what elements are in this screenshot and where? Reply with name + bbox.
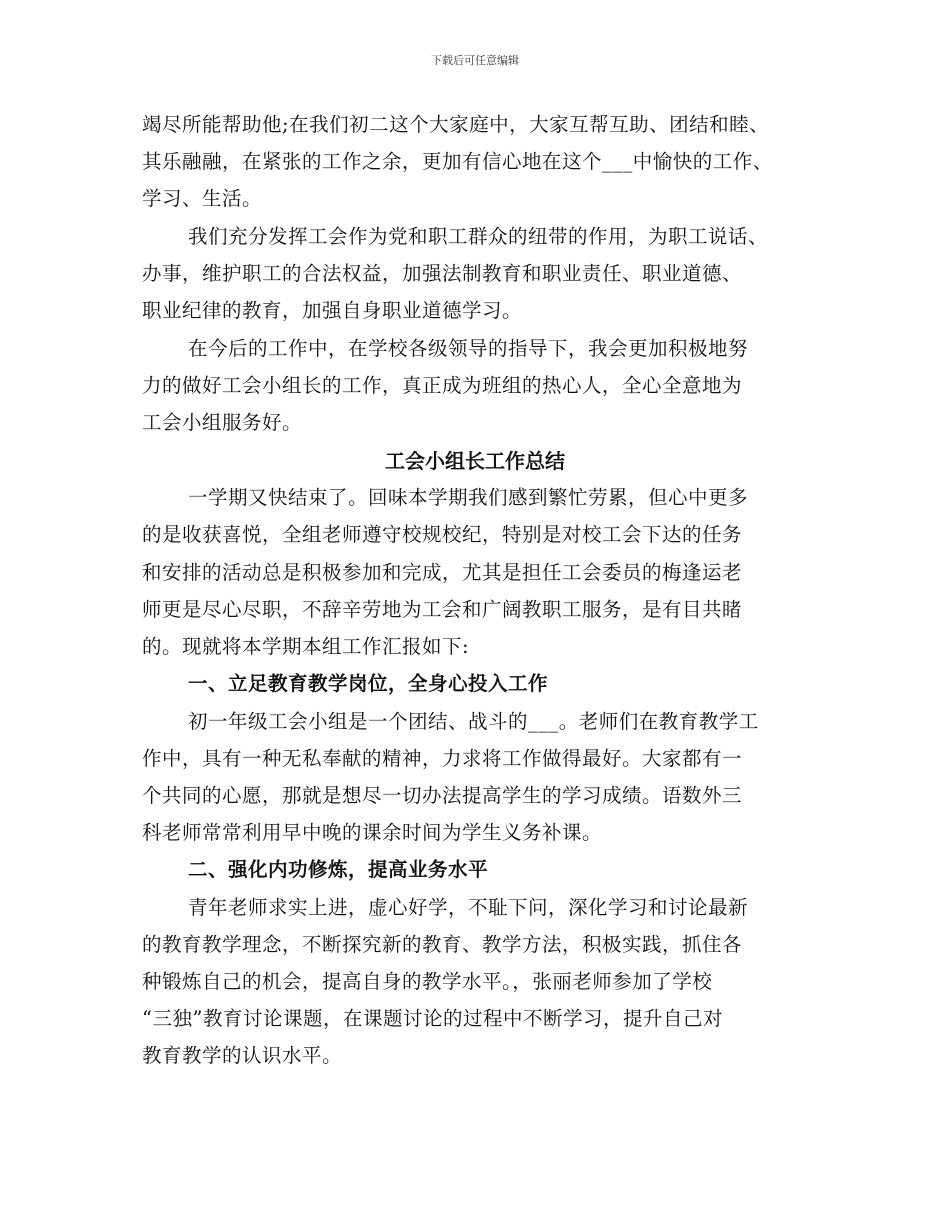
document-title: 工会小组长工作总结	[385, 449, 565, 473]
section-heading: 一、立足教育教学岗位，全身心投入工作	[188, 672, 549, 695]
paragraph-line: 作中，具有一种无私奉献的精神，力求将工作做得最好。大家都有一	[142, 747, 743, 770]
paragraph-line: 的是收获喜悦，全组老师遵守校规校纪，特别是对校工会下达的任务	[142, 523, 743, 546]
paragraph-line: 青年老师求实上进，虚心好学，不耻下问，深化学习和讨论最新	[188, 896, 749, 919]
paragraph-line: 教育教学的认识水平。	[142, 1044, 343, 1067]
paragraph-line: 科老师常常利用早中晚的课余时间为学生义务补课。	[142, 821, 603, 844]
paragraph-line: 一学期又快结束了。回味本学期我们感到繁忙劳累，但心中更多	[188, 486, 749, 509]
paragraph-line: 其乐融融，在紧张的工作之余，更加有信心地在这个___中愉快的工作、	[142, 150, 773, 173]
paragraph-line: 力的做好工会小组长的工作，真正成为班组的热心人，全心全意地为	[142, 374, 743, 397]
paragraph-line: 师更是尽心尽职，不辞辛劳地为工会和广阔教职工服务，是有目共睹	[142, 598, 743, 621]
paragraph-line: 办事，维护职工的合法权益，加强法制教育和职业责任、职业道德、	[142, 262, 743, 285]
paragraph-line: 初一年级工会小组是一个团结、战斗的___。老师们在教育教学工	[188, 710, 759, 733]
paragraph-line: 和安排的活动总是积极参加和完成，尤其是担任工会委员的梅逢运老	[142, 561, 743, 584]
page-header: 下载后可任意编辑	[431, 54, 519, 67]
paragraph-line: 个共同的心愿，那就是想尽一切办法提高学生的学习成绩。语数外三	[142, 784, 743, 807]
paragraph-line: 职业纪律的教育，加强自身职业道德学习。	[142, 299, 523, 322]
paragraph-line: 种锻炼自己的机会，提高自身的教学水平。，张丽老师参加了学校	[142, 970, 713, 993]
paragraph-line: “三独”教育讨论课题，在课题讨论的过程中不断学习，提升自己对	[142, 1007, 723, 1030]
paragraph-line: 的教育教学理念，不断探究新的教育、教学方法，积极实践，抓住各	[142, 933, 743, 956]
paragraph-line: 竭尽所能帮助他;在我们初二这个大家庭中，大家互帮互助、团结和睦、	[142, 113, 770, 136]
paragraph-line: 学习、生活。	[142, 187, 263, 210]
paragraph-line: 在今后的工作中，在学校各级领导的指导下，我会更加积极地努	[188, 337, 749, 360]
paragraph-line: 工会小组服务好。	[142, 411, 303, 434]
paragraph-line: 我们充分发挥工会作为党和职工群众的纽带的作用，为职工说话、	[188, 225, 769, 248]
paragraph-line: 的。现就将本学期本组工作汇报如下:	[142, 635, 470, 658]
section-heading: 二、强化内功修炼，提高业务水平	[188, 858, 489, 881]
